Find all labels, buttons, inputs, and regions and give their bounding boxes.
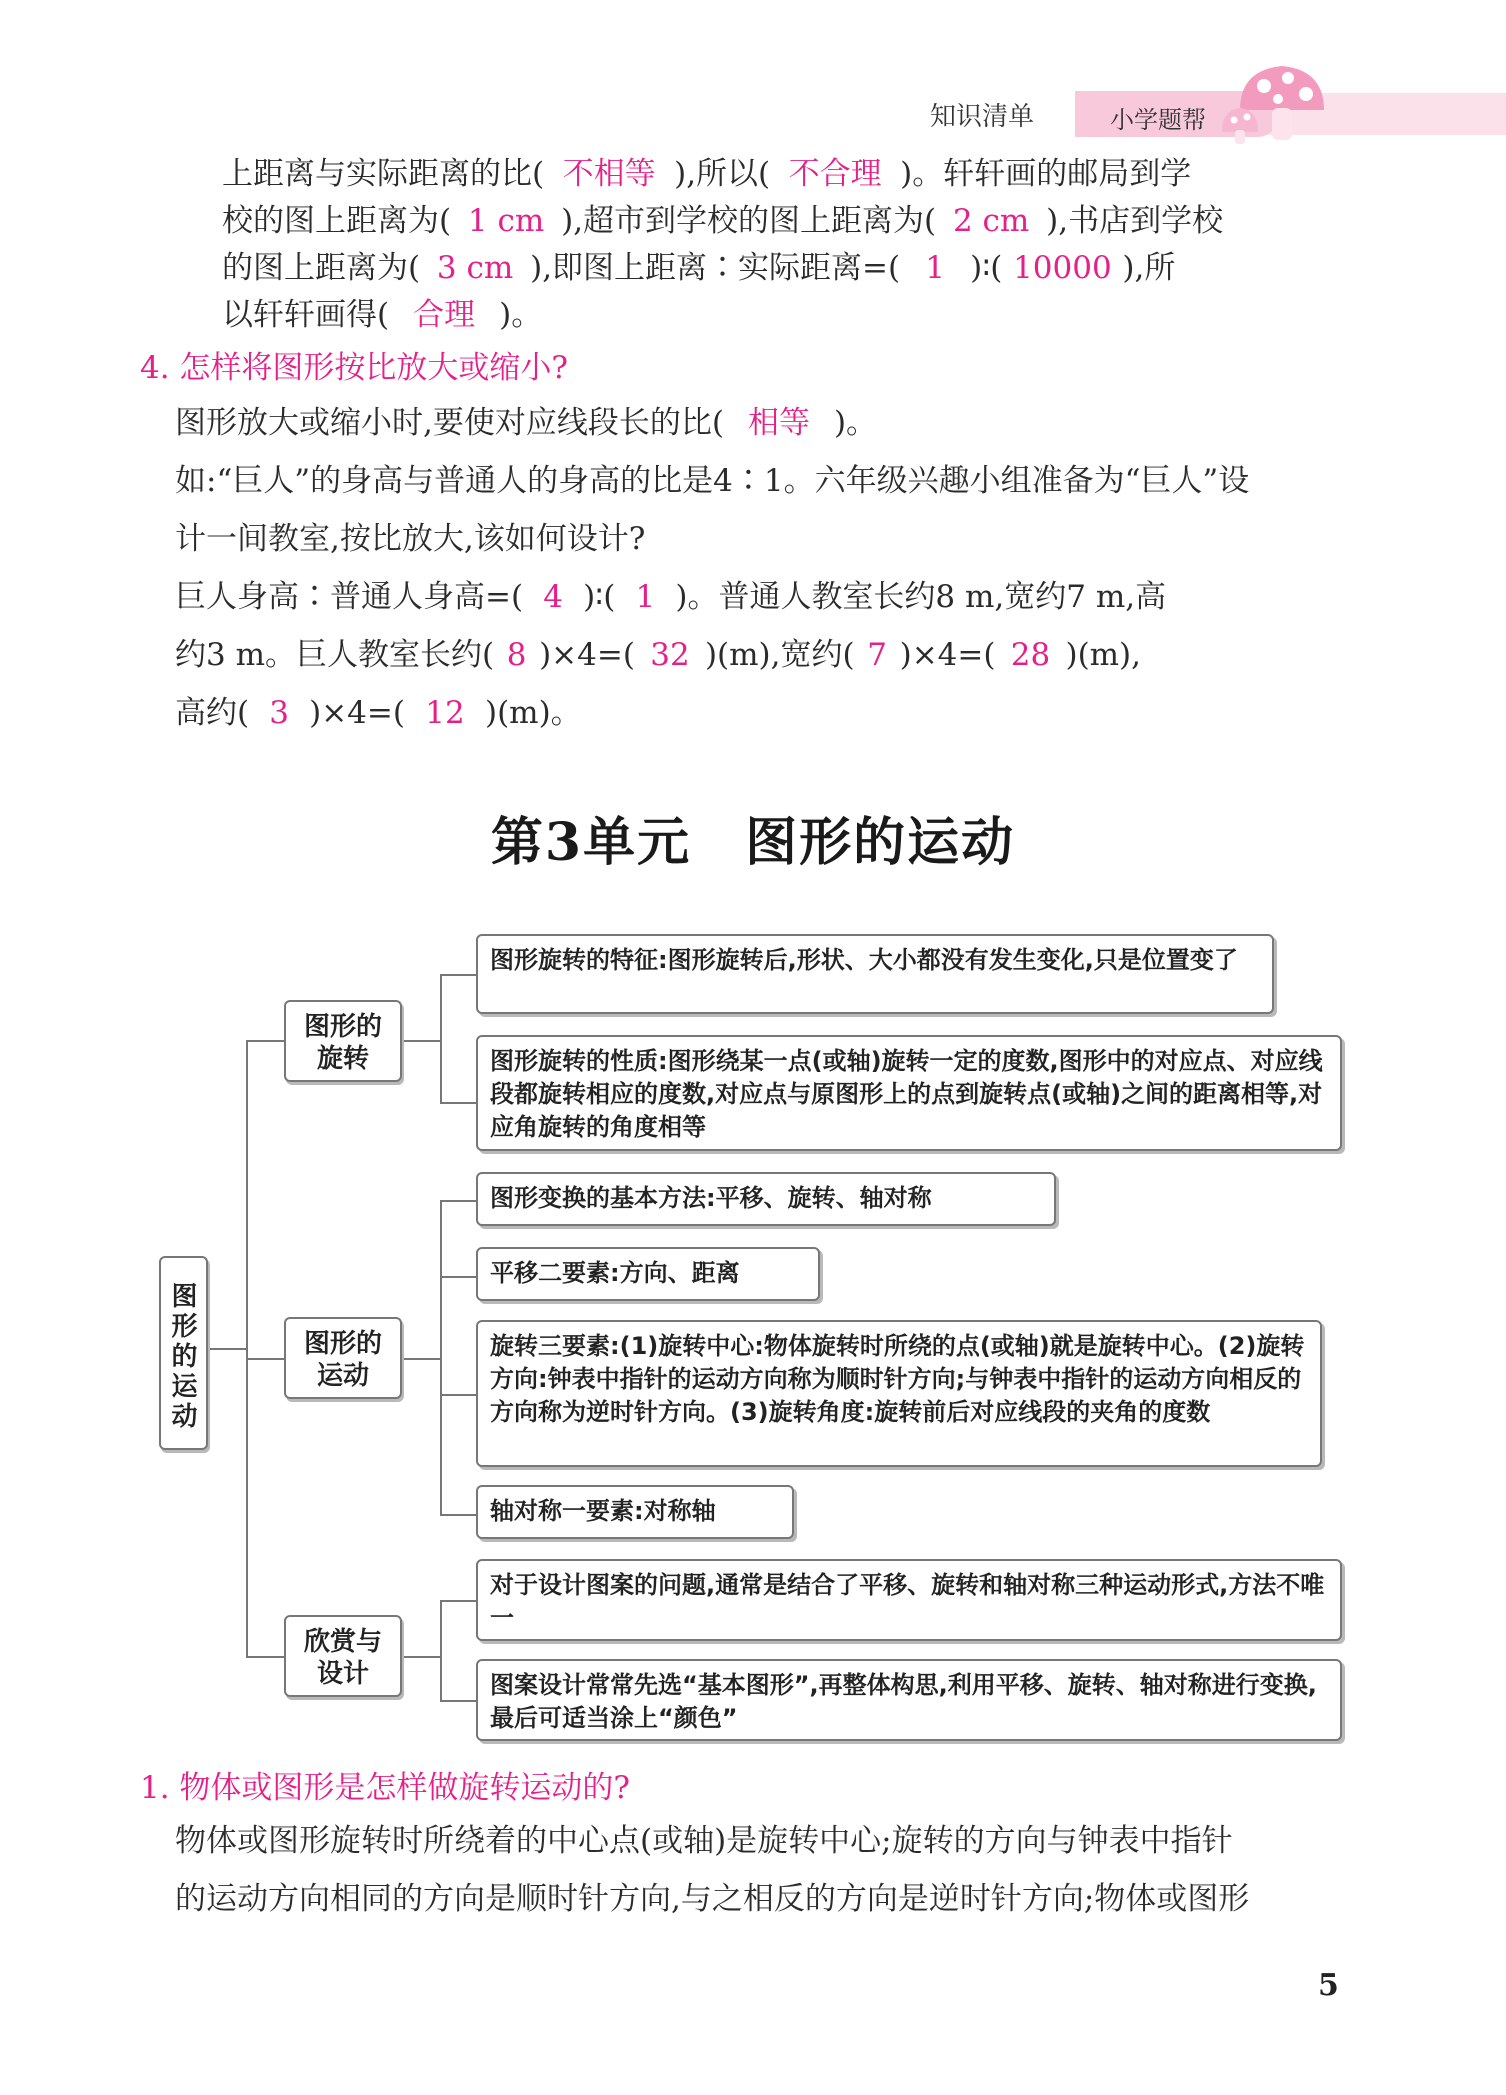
leaf-connector [440, 1394, 476, 1396]
question-4-title: 4. 怎样将图形按比放大或缩小? [140, 350, 569, 386]
branch-connector-2 [246, 1358, 284, 1360]
leaf-rotation-elements: 旋转三要素:(1)旋转中心:物体旋转时所绕的点(或轴)就是旋转中心。(2)旋转方向:钟表中指针的运动方向称为顺时针方向;与钟表中指针的运动方向相反的方向称为逆时针方向。(3)旋转角度:旋转前后对应线段的夹角的度数 [476, 1320, 1322, 1467]
trunk-line [246, 1040, 248, 1658]
branch-connector-1 [246, 1040, 284, 1042]
q4-para-3: 计一间教室,按比放大,该如何设计? [175, 521, 646, 557]
branch1-spine [440, 974, 442, 1104]
root-connector [208, 1348, 246, 1350]
header-left-label: 知识清单 [930, 102, 1035, 132]
q4-para-4: 巨人身高∶普通人身高=( 4 )∶( 1 )。普通人教室长约8 m,宽约7 m,高 [175, 579, 1167, 615]
leaf-connector [440, 1600, 476, 1602]
leaf-rotation-property: 图形旋转的性质:图形绕某一点(或轴)旋转一定的度数,图形中的对应点、对应线段都旋转相应的度数,对应点与原图形上的点到旋转点(或轴)之间的距离相等,对应角旋转的角度相等 [476, 1035, 1342, 1151]
branch-rotation: 图形的旋转 [284, 1000, 402, 1082]
top-line-4: 以轩轩画得( 合理 )。 [222, 297, 543, 333]
leaf-translation-elements: 平移二要素:方向、距离 [476, 1247, 820, 1301]
leaf-connector [440, 1102, 476, 1104]
leaf-design-method: 图案设计常常先选“基本图形”,再整体构思,利用平移、旋转、轴对称进行变换,最后可适当涂上“颜色” [476, 1659, 1342, 1741]
q4-para-5: 约3 m。巨人教室长约( 8 )×4=( 32 )(m),宽约( 7 )×4=( 28 )(m), [175, 637, 1142, 673]
mindmap-root: 图形的运动 [159, 1256, 208, 1450]
leaf-basic-methods: 图形变换的基本方法:平移、旋转、轴对称 [476, 1172, 1056, 1226]
branch-design: 欣赏与设计 [284, 1615, 402, 1697]
branch3-out [402, 1656, 440, 1658]
leaf-connector [440, 1514, 476, 1516]
q1-para-2: 的运动方向相同的方向是顺时针方向,与之相反的方向是逆时针方向;物体或图形 [175, 1881, 1250, 1917]
branch2-spine [440, 1200, 442, 1516]
leaf-symmetry-element: 轴对称一要素:对称轴 [476, 1485, 794, 1539]
mushroom-icon [1220, 52, 1350, 147]
header-right-label: 小学题帮 [1110, 106, 1206, 134]
branch3-spine [440, 1600, 442, 1702]
leaf-connector [440, 1200, 476, 1202]
leaf-design-problem: 对于设计图案的问题,通常是结合了平移、旋转和轴对称三种运动形式,方法不唯一 [476, 1559, 1342, 1641]
top-line-2: 校的图上距离为( 1 cm ),超市到学校的图上距离为( 2 cm ),书店到学校 [222, 203, 1224, 239]
top-line-3: 的图上距离为( 3 cm ),即图上距离∶实际距离=( 1 )∶( 10000 ),所 [222, 250, 1176, 286]
question-1-title: 1. 物体或图形是怎样做旋转运动的? [140, 1770, 631, 1806]
q4-para-2: 如:“巨人”的身高与普通人的身高的比是4∶1。六年级兴趣小组准备为“巨人”设 [175, 463, 1250, 499]
unit-title: 第3单元 图形的运动 [490, 812, 1016, 873]
q4-para-6: 高约( 3 )×4=( 12 )(m)。 [175, 695, 582, 731]
leaf-rotation-feature: 图形旋转的特征:图形旋转后,形状、大小都没有发生变化,只是位置变了 [476, 934, 1274, 1014]
q1-para-1: 物体或图形旋转时所绕着的中心点(或轴)是旋转中心;旋转的方向与钟表中指针 [175, 1823, 1233, 1859]
page-number: 5 [1318, 1968, 1339, 2003]
branch1-out [402, 1040, 440, 1042]
q4-para-1: 图形放大或缩小时,要使对应线段长的比( 相等 )。 [175, 405, 878, 441]
top-line-1: 上距离与实际距离的比( 不相等 ),所以( 不合理 )。轩轩画的邮局到学 [222, 156, 1192, 192]
branch-connector-3 [246, 1656, 284, 1658]
leaf-connector [440, 974, 476, 976]
leaf-connector [440, 1700, 476, 1702]
branch2-out [402, 1358, 440, 1360]
leaf-connector [440, 1276, 476, 1278]
branch-motion: 图形的运动 [284, 1317, 402, 1399]
